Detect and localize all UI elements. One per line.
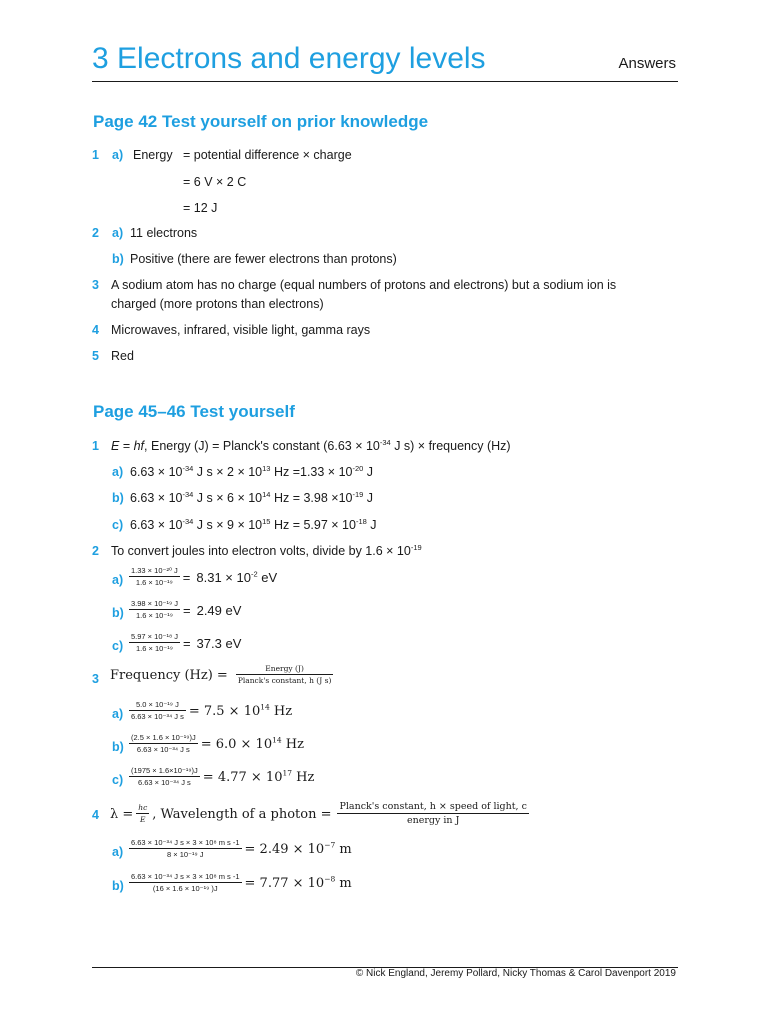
fraction-equation: $\frac{\text{(2.5 × 1.6 × 10⁻¹⁹)J}}{\text{6.63 × 10⁻³⁴ J s}}$ = $6.0 \times 10^{14}$ Hz: [131, 733, 304, 754]
answers-label: Answers: [618, 55, 676, 72]
answer-line: Positive (there are fewer electrons than protons): [130, 252, 397, 266]
fraction: $\frac{\text{1.33 × 10⁻²⁰ J}}{\text{1.6 × 10⁻¹⁹}}$: [131, 566, 178, 587]
fraction-equation: $\frac{\text{(1975 × 1.6×10⁻¹⁹)J}}{\text{6.63 × 10⁻³⁴ J s}}$ = $4.77 \times 10^{17}$ Hz: [131, 766, 315, 787]
answer-line: A sodium atom has no charge (equal numbers of protons and electrons) but a sodium ion is: [111, 278, 617, 292]
fraction: $\frac{\text{(2.5 × 1.6 × 10⁻¹⁹)J}}{\text{6.63 × 10⁻³⁴ J s}}$: [131, 733, 196, 754]
fraction-equation: $\frac{\text{3.98 × 10⁻¹⁹ J}}{\text{1.6 × 10⁻¹⁹}}$ = 2.49 eV: [131, 599, 242, 620]
fraction-equation: $\frac{\text{6.63 × 10⁻³⁴ J s × 3 × 10⁸ m s -1}}{\text{8 × 10⁻¹⁹ J}}$ = $2.49 \times 10^{-7}$ m: [131, 838, 352, 859]
answer-line: charged (more protons than electrons): [111, 297, 324, 311]
answer-line: Red: [111, 349, 134, 363]
section-heading-prior-knowledge: Page 42 Test yourself on prior knowledge: [93, 112, 429, 131]
question-number: 2: [92, 226, 99, 240]
fraction-equation: $\frac{\text{6.63 × 10⁻³⁴ J s × 3 × 10⁸ m s -1}}{\text{(16 × 1.6 × 10⁻¹⁹ )J}}$ = $7.77 \times 10^{-8}$ m: [131, 872, 352, 893]
answer-line: Microwaves, infrared, visible light, gamma rays: [111, 323, 371, 337]
fraction: $\frac{\text{6.63 × 10⁻³⁴ J s × 3 × 10⁸ m s -1}}{\text{8 × 10⁻¹⁹ J}}$: [131, 838, 240, 859]
part-label: a): [112, 845, 124, 859]
part-label: c): [112, 518, 124, 532]
fraction: $\frac{\text{(1975 × 1.6×10⁻¹⁹)J}}{\text{6.63 × 10⁻³⁴ J s}}$: [131, 766, 198, 787]
answer-line: $6.63 \times 10^{-34}$ J $s \times 2 \times 10^{13}$ $Hz =1.33 \times 10^{-20}$ J: [130, 463, 374, 479]
question-number: 1: [92, 148, 99, 162]
part-label: a): [112, 707, 124, 721]
fraction: $\frac{\text{5.0 × 10⁻¹⁹ J}}{\text{6.63 × 10⁻³⁴ J s}}$: [131, 700, 184, 721]
part-label: b): [112, 252, 124, 266]
answer-line: $6.63 \times 10^{-34}$ J $s \times 9 \times 10^{15}$ $Hz = 5.97 \times 10^{-18}$ J: [130, 516, 377, 532]
section-heading-test-yourself: Page 45–46 Test yourself: [93, 402, 295, 421]
formula: λ = $\frac{hc}{E}$ , Wavelength of a photon = $\frac{\text{Planck's constant, h × speed of light, c}}{\text{energy in J}}$: [110, 801, 527, 826]
question-number: 3: [92, 278, 99, 292]
copyright-notice: © Nick England, Jeremy Pollard, Nicky Thomas & Carol Davenport 2019: [355, 968, 676, 979]
energy-label: Energy: [133, 148, 173, 162]
fraction: $\frac{\text{5.97 × 10⁻¹⁸ J}}{\text{1.6 × 10⁻¹⁹}}$: [131, 632, 178, 653]
part-label: b): [112, 606, 124, 620]
part-label: c): [112, 639, 124, 653]
question-number: 4: [92, 808, 99, 822]
answer-line: = 12 J: [183, 201, 218, 215]
question-number: 4: [92, 323, 99, 337]
part-label: b): [112, 879, 124, 893]
question-number: 3: [92, 672, 99, 686]
part-label: c): [112, 773, 124, 787]
part-label: a): [112, 148, 124, 162]
part-label: b): [112, 740, 124, 754]
fraction-equation: $\frac{\text{5.97 × 10⁻¹⁸ J}}{\text{1.6 × 10⁻¹⁹}}$ = 37.3 eV: [131, 632, 242, 653]
part-label: b): [112, 491, 124, 505]
page-title: 3 Electrons and energy levels: [92, 42, 486, 75]
question-number: 1: [92, 439, 99, 453]
part-label: a): [112, 226, 124, 240]
fraction: $\frac{\text{3.98 × 10⁻¹⁹ J}}{\text{1.6 × 10⁻¹⁹}}$: [131, 599, 178, 620]
header-rule: [92, 81, 678, 82]
formula: Frequency (Hz) = $\frac{\text{Energy (J)}}{\text{Planck's constant, h (J s)}}$: [110, 664, 332, 685]
fraction-equation: $\frac{\text{1.33 × 10⁻²⁰ J}}{\text{1.6 × 10⁻¹⁹}}$ = $8.31 \times 10^{-2}$ eV: [131, 566, 278, 587]
answer-line: $6.63 \times 10^{-34}$ J $s \times 6 \times 10^{14}$ $Hz = 3.98 \times 10^{-19}$ J: [130, 489, 374, 505]
fraction-equation: $\frac{\text{5.0 × 10⁻¹⁹ J}}{\text{6.63 × 10⁻³⁴ J s}}$ = $7.5 \times 10^{14}$ Hz: [131, 700, 293, 721]
part-label: a): [112, 465, 124, 479]
fraction: $\frac{\text{Planck's constant, h × speed of light, c}}{\text{energy in J}}$: [339, 801, 527, 826]
part-label: a): [112, 573, 124, 587]
question-number: 2: [92, 544, 99, 558]
fraction: $\frac{\text{Energy (J)}}{\text{Planck's constant, h (J s)}}$: [237, 664, 332, 685]
answer-line: = potential difference × charge: [183, 148, 352, 162]
answer-line: = 6 V × 2 C: [183, 175, 247, 189]
question-number: 5: [92, 349, 99, 363]
answer-line: E = hf, Energy (J) = Planck's constant ($6.63 \times 10^{-34}$ J s) × frequency (Hz): [111, 437, 511, 453]
fraction: $\frac{hc}{E}$: [138, 803, 148, 824]
answer-line: To convert joules into electron volts, divide by $1.6 \times 10^{-19}$: [111, 542, 422, 558]
fraction: $\frac{\text{6.63 × 10⁻³⁴ J s × 3 × 10⁸ m s -1}}{\text{(16 × 1.6 × 10⁻¹⁹ )J}}$: [131, 872, 240, 893]
answer-line: 11 electrons: [130, 226, 198, 240]
